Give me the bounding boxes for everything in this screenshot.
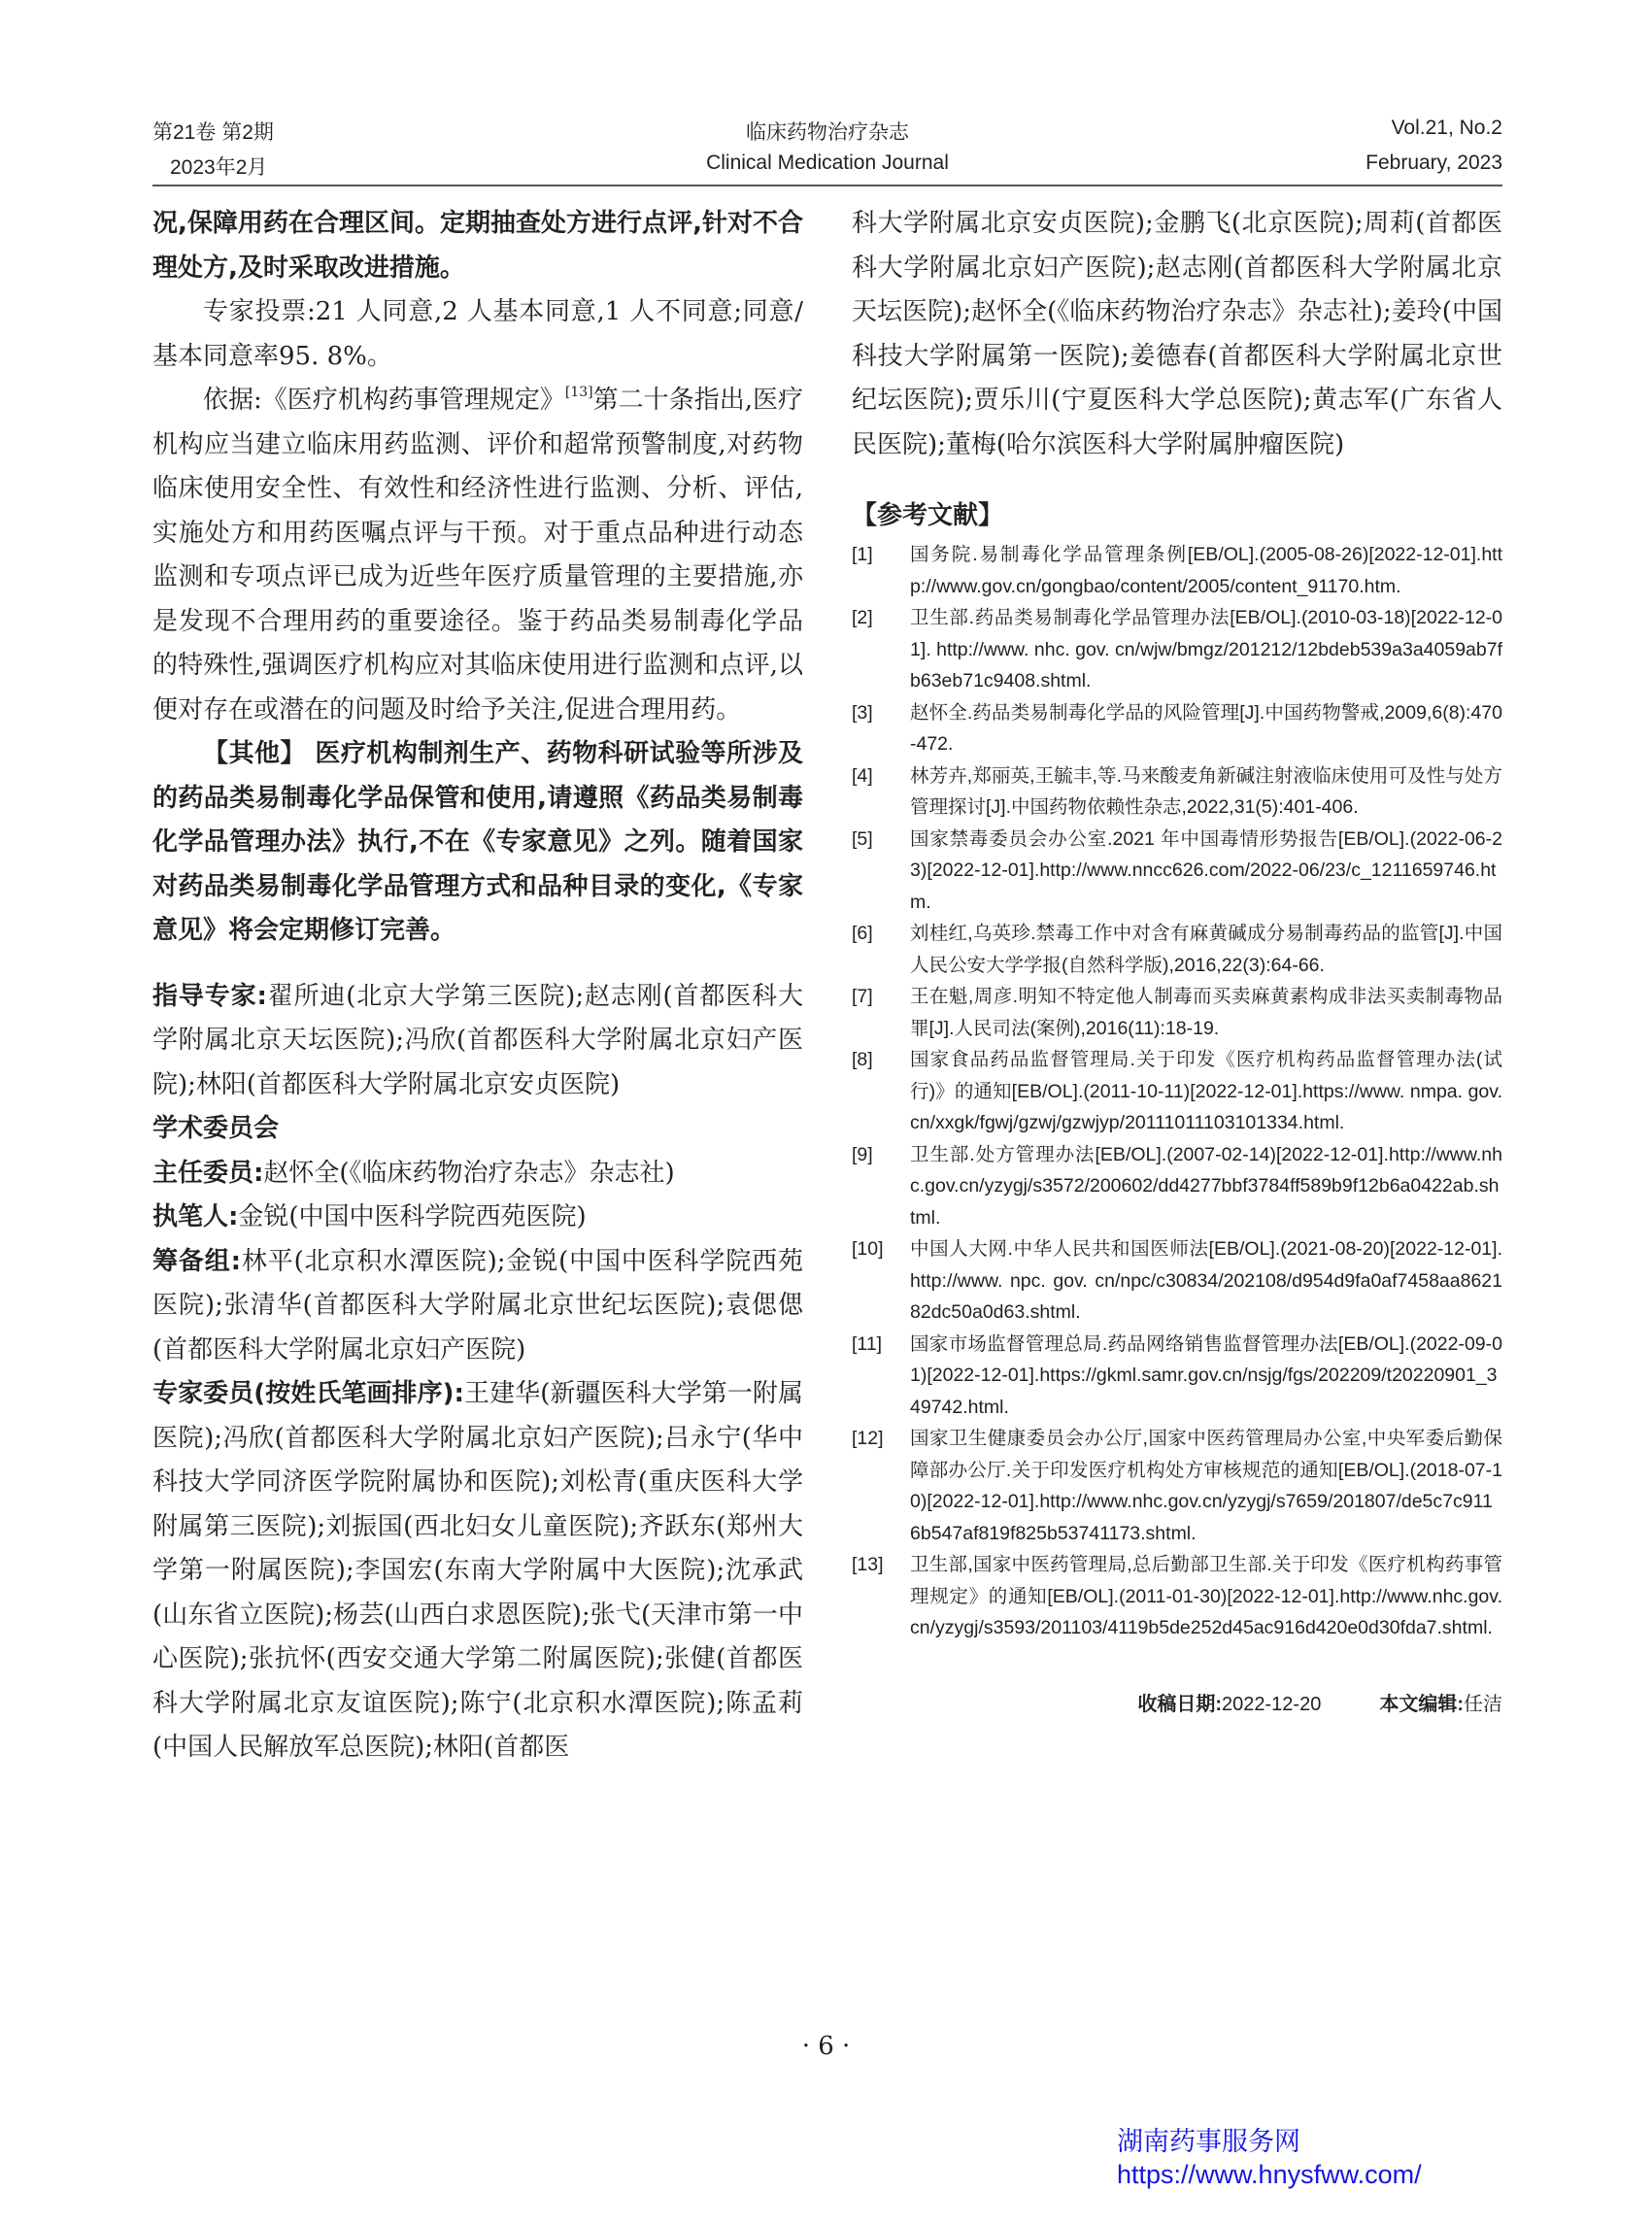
preparatory-group	[152, 1240, 803, 1373]
reference-text: 王在魁,周彦.明知不特定他人制毒而买卖麻黄素构成非法买卖制毒物品罪[J].人民司法(案例),2016(11):18-19.	[910, 986, 1502, 1039]
writer	[152, 1196, 803, 1240]
watermark-name: 湖南药事服务网	[1117, 2127, 1300, 2156]
paragraph-measures: 况,保障用药在合理区间。定期抽查处方进行点评,针对不合理处方,及时采取改进措施。	[152, 209, 803, 283]
reference-item	[852, 602, 1502, 697]
guide-text: 翟所迪(北京大学第三医院);赵志刚(首都医科大学附属北京天坛医院);冯欣(首都医科大学附属北京妇产医院);林阳(首都医科大学附属北京安贞医院)	[152, 981, 803, 1099]
reference-number: [1]	[852, 544, 873, 565]
paragraph-basis	[152, 379, 803, 732]
chair-text: 赵怀全(《临床药物治疗杂志》杂志社)	[263, 1158, 675, 1188]
reference-number: [8]	[852, 1049, 873, 1070]
prep-text: 林平(北京积水潭医院);金锐(中国中医科学院西苑医院);张清华(首都医科大学附属北京世纪坛医院);袁偲偲(首都医科大学附属北京妇产医院)	[152, 1246, 803, 1365]
reference-text: 刘桂红,乌英珍.禁毒工作中对含有麻黄碱成分易制毒药品的监管[J].中国人民公安大学学报(自然科学版),2016,22(3):64-66.	[910, 923, 1502, 976]
other-text: 医疗机构制剂生产、药物科研试验等所涉及的药品类易制毒化学品保管和使用,请遵照《药品类易制毒化学品管理办法》执行,不在《专家意见》之列。随着国家对药品类易制毒化学品管理方式和品种目录的变化,《专家意见》将会定期修订完善。	[152, 739, 803, 945]
reference-item	[852, 824, 1502, 919]
header-volume-cn: 第21卷 第2期	[152, 121, 274, 144]
experts-label: 专家委员(按姓氏笔画排序):	[152, 1379, 464, 1408]
guide-label: 指导专家:	[152, 981, 267, 1011]
received-label: 收稿日期:	[1137, 1693, 1223, 1715]
reference-number: [2]	[852, 607, 873, 628]
right-column	[852, 202, 1502, 1727]
reference-item	[852, 539, 1502, 602]
reference-text: 国家食品药品监督管理局.关于印发《医疗机构药品监督管理办法(试行)》的通知[EB/OL].(2011-10-11)[2022-12-01].https://www. nmpa. gov. cn/xxgk/fgwj/gzwj/gzwjyp/20111011103101334.html.	[910, 1049, 1502, 1133]
reference-number: [10]	[852, 1238, 884, 1260]
basis-text-b: 第二十条指出,医疗机构应当建立临床用药监测、评价和超常预警制度,对药物临床使用安全性、有效性和经济性进行监测、分析、评估,实施处方和用药医嘱点评与干预。对于重点品种进行动态监测和专项点评已成为近些年医疗质量管理的主要措施,亦是发现不合理用药的重要途径。鉴于药品类易制毒化学品的特殊性,强调医疗机构应对其临床使用进行监测和点评,以便对存在或潜在的问题及时给予关注,促进合理用药。	[152, 386, 804, 725]
reference-number: [6]	[852, 923, 873, 944]
received-info	[852, 1683, 1502, 1728]
header-journal-cn: 临床药物治疗杂志	[746, 121, 909, 144]
reference-text: 林芳卉,郑丽英,王毓丰,等.马来酸麦角新碱注射液临床使用可及性与处方管理探讨[J].中国药物依赖性杂志,2022,31(5):401-406.	[910, 764, 1502, 818]
expert-members	[152, 1372, 803, 1770]
writer-text: 金锐(中国中医科学院西苑医院)	[238, 1202, 587, 1231]
other-label: 【其他】	[203, 739, 306, 768]
reference-item	[852, 1233, 1502, 1329]
header-date-en: February, 2023	[1365, 152, 1502, 174]
reference-text: 赵怀全.药品类易制毒化学品的风险管理[J].中国药物警戒,2009,6(8):470-472.	[910, 701, 1502, 755]
reference-number: [5]	[852, 827, 873, 850]
watermark-url[interactable]: https://www.hnysfww.com/	[1117, 2160, 1422, 2189]
reference-item	[852, 697, 1502, 760]
reference-text: 国家市场监督管理总局.药品网络销售监督管理办法[EB/OL].(2022-09-01)[2022-12-01].https://gkml.samr.gov.cn/nsjg/fgs/202209/t20220901_349742.html.	[910, 1332, 1502, 1418]
reference-number: [9]	[852, 1143, 873, 1165]
reference-text: 国务院.易制毒化学品管理条例[EB/OL].(2005-08-26)[2022-12-01].http://www.gov.cn/gongbao/content/2005/content_91170.htm.	[910, 544, 1502, 597]
header-journal-en: Clinical Medication Journal	[706, 152, 949, 174]
page-number: · 6 ·	[801, 2032, 851, 2061]
reference-item	[852, 1549, 1502, 1644]
reference-number: [12]	[852, 1428, 884, 1449]
basis-text-a: 依据:《医疗机构药事管理规定》	[203, 386, 565, 415]
reference-text: 中国人大网.中华人民共和国医师法[EB/OL].(2021-08-20)[2022-12-01].http://www. npc. gov. cn/npc/c30834/202108/d954d9fa0af7458aa862182dc50a0d63.shtml.	[910, 1238, 1502, 1323]
reference-number: [11]	[852, 1332, 883, 1355]
editor-name: 任洁	[1464, 1693, 1502, 1715]
chair-member	[152, 1152, 803, 1197]
reference-item	[852, 1423, 1502, 1549]
editor-label: 本文编辑:	[1379, 1693, 1464, 1715]
writer-label: 执笔人:	[152, 1202, 239, 1231]
reference-item	[852, 918, 1502, 981]
citation-13[interactable]: [13]	[564, 385, 593, 400]
running-header	[152, 115, 1502, 186]
paragraph-expert-vote: 专家投票:21 人同意,2 人基本同意,1 人不同意;同意/基本同意率95. 8%。	[152, 297, 803, 371]
left-column	[152, 202, 803, 1770]
experts-text: 王建华(新疆医科大学第一附属医院);冯欣(首都医科大学附属北京妇产医院);吕永宁(华中科技大学同济医学院附属协和医院);刘松青(重庆医科大学附属第三医院);刘振国(西北妇女儿童医院);齐跃东(郑州大学第一附属医院);李国宏(东南大学附属中大医院);沈承武(山东省立医院);杨芸(山西白求恩医院);张弋(天津市第一中心医院);张抗怀(西安交通大学第二附属医院);张健(首都医科大学附属北京友谊医院);陈宁(北京积水潭医院);陈孟莉(中国人民解放军总医院);林阳(首都医	[152, 1379, 803, 1762]
header-date-cn: 2023年2月	[170, 156, 268, 179]
reference-item	[852, 760, 1502, 824]
reference-item	[852, 1044, 1502, 1139]
reference-text: 卫生部,国家中医药管理局,总后勤部卫生部.关于印发《医疗机构药事管理规定》的通知[EB/OL].(2011-01-30)[2022-12-01].http://www.nhc.gov.cn/yzygj/s3593/201103/4119b5de252d45ac916d420e0d30fda7.shtml.	[910, 1554, 1502, 1638]
reference-text: 国家卫生健康委员会办公厅,国家中医药管理局办公室,中央军委后勤保障部办公厅.关于印发医疗机构处方审核规范的通知[EB/OL].(2018-07-10)[2022-12-01].http://www.nhc.gov.cn/yzygj/s7659/201807/de5c7c9116b547af819f825b53741173.shtml.	[910, 1428, 1502, 1544]
watermark	[1117, 2125, 1422, 2191]
reference-item	[852, 981, 1502, 1044]
reference-number: [4]	[852, 764, 873, 787]
reference-text: 国家禁毒委员会办公室.2021 年中国毒情形势报告[EB/OL].(2022-06-23)[2022-12-01].http://www.nncc626.com/2022-06/23/c_1211659746.htm.	[910, 827, 1502, 913]
reference-item	[852, 1139, 1502, 1234]
reference-text: 卫生部.药品类易制毒化学品管理办法[EB/OL].(2010-03-18)[2022-12-01]. http://www. nhc. gov. cn/wjw/bmgz/201212/12bdeb539a3a4059ab7fb63eb71c9408.shtml.	[910, 607, 1502, 691]
reference-item	[852, 1329, 1502, 1424]
reference-number: [3]	[852, 701, 873, 724]
guide-experts	[152, 975, 803, 1108]
header-volume-en: Vol.21, No.2	[1391, 117, 1502, 139]
received-date: 2022-12-20	[1222, 1693, 1322, 1715]
paragraph-other	[152, 732, 803, 954]
committee-heading: 学术委员会	[152, 1114, 280, 1143]
references-heading: 【参考文献】	[852, 501, 1004, 530]
reference-number: [7]	[852, 986, 873, 1007]
reference-number: [13]	[852, 1554, 884, 1575]
expert-members-continued: 科大学附属北京安贞医院);金鹏飞(北京医院);周莉(首都医科大学附属北京妇产医院);赵志刚(首都医科大学附属北京天坛医院);赵怀全(《临床药物治疗杂志》杂志社);姜玲(中国科技大学附属第一医院);姜德春(首都医科大学附属北京世纪坛医院);贾乐川(宁夏医科大学总医院);黄志军(广东省人民医院);董梅(哈尔滨医科大学附属肿瘤医院)	[852, 209, 1502, 459]
reference-list	[852, 539, 1502, 1644]
reference-text: 卫生部.处方管理办法[EB/OL].(2007-02-14)[2022-12-01].http://www.nhc.gov.cn/yzygj/s3572/200602/dd4277bbf3784ff589b9f12b6a0422ab.shtml.	[910, 1143, 1502, 1229]
prep-label: 筹备组:	[152, 1246, 241, 1276]
chair-label: 主任委员:	[152, 1158, 264, 1188]
